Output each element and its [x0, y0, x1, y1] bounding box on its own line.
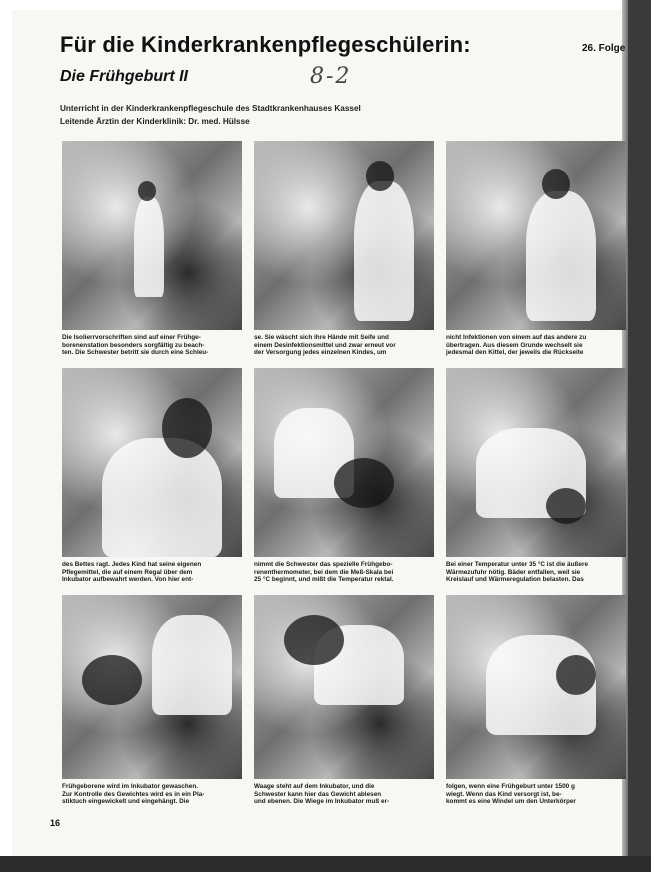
photo-infant-in-incubator [446, 368, 626, 557]
scan-bottom-edge [0, 856, 651, 872]
photo-washing-infant [62, 595, 242, 779]
caption-9: folgen, wenn eine Frühgeburt unter 1500 g wiegt. Wenn das Kind versorgt ist, be- kommt es eine Windel um den Unterkörper [446, 783, 576, 806]
photo-measuring-temperature [254, 368, 434, 557]
book-spine [628, 0, 651, 872]
photo-nurse-with-thermometer [62, 368, 242, 557]
page-number: 16 [50, 818, 61, 828]
handwritten-note: 8-2 [310, 64, 352, 89]
caption-2: se. Sie wäscht sich ihre Hände mit Seife und einem Desinfektionsmittel und zwar erneut vor der Versorgung jedes einzelnen Kindes, um [254, 334, 396, 357]
caption-1: Die Isolierrvorschriften sind auf einer Frühge- borenenstation besonders sorgfältig zu beach- ten. Die Schwester betritt sie durch eine Schleu- [62, 334, 209, 357]
photo-nurse-washing-hands [254, 141, 434, 330]
caption-6: Bei einer Temperatur unter 35 °C ist die äußere Wärmezufuhr nötig. Bäder entfallen, weil sie Kreislauf und Wärmeregulation belasten. Das [446, 561, 589, 584]
credit-line: Unterricht in der Kinderkrankenpflegeschule des Stadtkrankenhauses Kassel [60, 104, 361, 113]
caption-5: nimmt die Schwester das spezielle Frühgebo- renenthermometer, bei dem die Meß-Skala bei 25 °C beginnt, und mißt die Temperatur rektal. [254, 561, 394, 584]
photo-weighing-infant [254, 595, 434, 779]
photo-diapered-infant [446, 595, 626, 779]
caption-3: nicht Infektionen von einem auf das andere zu übertragen. Aus diesem Grunde wechselt sie jedesmal den Kittel, der jeweils die Rückseite [446, 334, 587, 357]
credit-line: Leitende Ärztin der Kinderklinik: Dr. med. Hülsse [60, 117, 250, 126]
caption-7: Frühgeborene wird im Inkubator gewaschen. Zur Kontrolle des Gewichtes wird es in ein Pla- stiktuch eingewickelt und eingehängt. Die [62, 783, 205, 806]
series-number: 26. Folge [582, 43, 626, 54]
article-title: Für die Kinderkrankenpflegeschülerin: [60, 32, 471, 57]
article-subtitle: Die Frühgeburt II [60, 68, 188, 85]
caption-4: des Bettes ragt. Jedes Kind hat seine eigenen Pflegemittel, die auf einem Regal über dem Inkubator aufbewahrt werden. Von hier ent- [62, 561, 202, 584]
photo-nurse-changing-gown [446, 141, 626, 330]
photo-nurse-entering-airlock [62, 141, 242, 330]
caption-8: Waage steht auf dem Inkubator, und die Schwester kann hier das Gewicht ablesen und ebenen. Die Wiege im Inkubator muß er- [254, 783, 390, 806]
